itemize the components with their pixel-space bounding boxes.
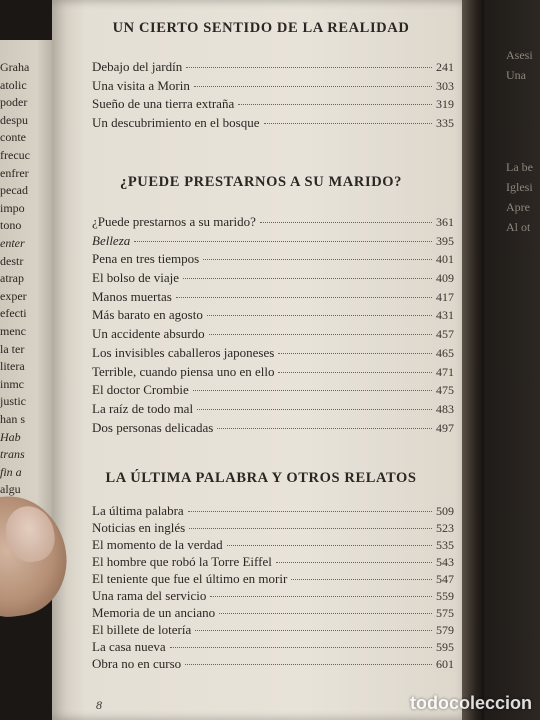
left-page-text-fragment: atolic	[0, 77, 27, 92]
right-page-text-fragment: Asesi	[506, 48, 533, 62]
toc-entry-page: 523	[436, 521, 454, 535]
section-title: ¿PUEDE PRESTARNOS A SU MARIDO?	[120, 174, 402, 190]
dot-leader	[188, 511, 432, 512]
left-page-text-fragment: han s	[0, 412, 25, 426]
dot-leader	[134, 241, 432, 242]
left-page-text-fragment: atrap	[0, 271, 24, 286]
page-number: 8	[96, 698, 102, 712]
toc-entry-title: El momento de la verdad	[92, 537, 223, 552]
toc-entry	[92, 554, 454, 571]
toc-entry-page: 601	[436, 657, 454, 671]
toc-page	[52, 0, 470, 720]
toc-entry-page: 535	[436, 538, 454, 552]
toc-entry-page: 417	[436, 289, 454, 304]
toc-entry-page: 497	[436, 420, 454, 435]
right-page-text-fragment: Una	[506, 68, 526, 82]
left-page-text-fragment: Graha	[0, 60, 30, 74]
left-page-text-fragment: Hab	[0, 429, 21, 444]
dot-leader	[227, 545, 432, 546]
toc-entry	[92, 78, 454, 97]
toc-entry-title: El doctor Crombie	[92, 382, 189, 398]
toc-entry-title: Obra no en curso	[92, 656, 182, 671]
toc-entry	[92, 537, 454, 554]
left-page-text-fragment: algu	[0, 482, 21, 497]
toc-entry	[92, 345, 454, 364]
toc-entry	[92, 382, 454, 401]
dot-leader	[238, 104, 432, 105]
left-page-text-fragment: inmc	[0, 376, 24, 391]
toc-entry-title: Una rama del servicio	[92, 588, 207, 603]
toc-entry-title: Los invisibles caballeros japoneses	[92, 344, 275, 360]
toc-section-1	[92, 59, 454, 133]
dot-leader	[197, 409, 432, 410]
left-page-text-fragment: justic	[0, 394, 26, 409]
dot-leader	[193, 390, 432, 391]
toc-entry-title: El hombre que robó la Torre Eiffel	[92, 554, 272, 569]
toc-entry-title: Manos muertas	[92, 288, 172, 304]
dot-leader	[291, 579, 432, 580]
toc-entry-page: 409	[436, 271, 454, 286]
toc-entry-page: 303	[436, 78, 454, 93]
dot-leader	[203, 259, 432, 260]
dot-leader	[278, 372, 432, 373]
left-page-text-fragment: pecad	[0, 183, 28, 198]
toc-entry-title: ¿Puede prestarnos a su marido?	[92, 214, 256, 229]
right-page-edge	[484, 0, 540, 720]
section-title: LA ÚLTIMA PALABRA Y OTROS RELATOS	[105, 470, 417, 486]
toc-entry-title: La última palabra	[92, 503, 184, 518]
left-page-text-fragment: poder	[0, 95, 28, 110]
dot-leader	[264, 123, 432, 124]
toc-entry	[92, 571, 454, 588]
toc-entry-title: Un accidente absurdo	[92, 326, 205, 342]
toc-section-3	[92, 503, 454, 673]
toc-entry	[92, 420, 454, 439]
left-page-edge	[0, 40, 52, 540]
toc-entry-page: 547	[436, 572, 454, 586]
toc-entry	[92, 622, 454, 639]
right-page-text-fragment: Apre	[506, 200, 530, 214]
toc-section-2	[92, 214, 454, 438]
toc-entry-title: Noticias en inglés	[92, 520, 186, 535]
toc-entry	[92, 605, 454, 622]
dot-leader	[186, 67, 432, 68]
toc-entry-page: 457	[436, 327, 454, 342]
toc-entry	[92, 96, 454, 115]
dot-leader	[183, 278, 432, 279]
toc-entry-title: La raíz de todo mal	[92, 400, 194, 416]
toc-entry-page: 395	[436, 233, 454, 248]
toc-entry-page: 509	[436, 504, 454, 518]
toc-entry-page: 595	[436, 640, 454, 654]
toc-entry-page: 471	[436, 364, 454, 379]
toc-entry	[92, 639, 454, 656]
toc-entry	[92, 233, 454, 252]
toc-entry-title: Memoria de un anciano	[92, 605, 216, 620]
left-page-text-fragment: enter	[0, 236, 25, 250]
toc-entry-page: 559	[436, 589, 454, 603]
toc-entry-title: El teniente que fue el último en morir	[92, 571, 288, 586]
toc-entry	[92, 326, 454, 345]
dot-leader	[207, 315, 432, 316]
left-page-text-fragment: despu	[0, 112, 28, 127]
toc-entry-page: 241	[436, 60, 454, 74]
toc-entry-title: Terrible, cuando piensa uno en ello	[92, 363, 275, 379]
toc-entry-title: Pena en tres tiempos	[92, 251, 200, 267]
right-page-text-fragment: Al ot	[506, 220, 531, 234]
toc-entry-page: 543	[436, 555, 454, 569]
dot-leader	[195, 630, 432, 631]
toc-entry-page: 579	[436, 623, 454, 637]
toc-entry	[92, 289, 454, 308]
toc-entry-title: Belleza	[92, 232, 131, 248]
toc-entry-page: 335	[436, 115, 454, 130]
toc-entry-page: 401	[436, 252, 454, 267]
left-page-text-fragment: exper	[0, 288, 27, 303]
toc-entry-title: Una visita a Morin	[92, 77, 190, 93]
book-gutter	[462, 0, 484, 720]
dot-leader	[219, 613, 432, 614]
toc-entry-title: La casa nueva	[92, 639, 166, 654]
dot-leader	[170, 647, 432, 648]
toc-entry	[92, 401, 454, 420]
toc-entry-title: El billete de lotería	[92, 622, 192, 637]
toc-entry-page: 465	[436, 345, 454, 360]
toc-entry	[92, 59, 454, 78]
left-page-text-fragment: enfrer	[0, 165, 29, 180]
dot-leader	[276, 562, 432, 563]
dot-leader	[209, 334, 432, 335]
left-page-text-fragment: menc	[0, 324, 26, 338]
watermark: todocoleccion	[409, 693, 532, 713]
toc-entry	[92, 364, 454, 383]
dot-leader	[217, 428, 432, 429]
toc-entry-title: Más barato en agosto	[92, 307, 203, 323]
left-page-text-fragment: la ter	[0, 341, 25, 356]
toc-entry	[92, 214, 454, 233]
left-page-text-fragment: impo	[0, 200, 25, 215]
left-page-text-fragment: destr	[0, 253, 24, 268]
section-title: UN CIERTO SENTIDO DE LA REALIDAD	[112, 20, 410, 36]
left-page-text-fragment: tono	[0, 218, 22, 233]
left-page-text-fragment: frecuc	[0, 148, 30, 162]
left-page-text-fragment: conte	[0, 130, 26, 145]
toc-entry	[92, 251, 454, 270]
dot-leader	[185, 664, 432, 665]
toc-entry-page: 319	[436, 97, 454, 112]
right-page-text-fragment: Iglesi	[506, 180, 533, 194]
dot-leader	[194, 86, 432, 87]
toc-entry-page: 475	[436, 383, 454, 398]
toc-entry	[92, 270, 454, 289]
toc-entry-title: Sueño de una tierra extraña	[92, 96, 235, 112]
toc-entry-page: 575	[436, 606, 454, 620]
toc-entry-page: 361	[436, 215, 454, 229]
toc-entry-page: 483	[436, 401, 454, 416]
dot-leader	[176, 297, 432, 298]
toc-entry	[92, 588, 454, 605]
toc-entry-title: Debajo del jardín	[92, 59, 183, 74]
dot-leader	[278, 353, 432, 354]
dot-leader	[260, 222, 432, 223]
toc-entry-title: El bolso de viaje	[92, 270, 180, 286]
left-page-text-fragment: efecti	[0, 306, 27, 321]
toc-entry-page: 431	[436, 308, 454, 323]
left-page-text-fragment: litera	[0, 359, 25, 374]
toc-entry	[92, 115, 454, 134]
toc-entry-title: Un descubrimiento en el bosque	[92, 114, 260, 130]
toc-entry	[92, 503, 454, 520]
toc-entry	[92, 520, 454, 537]
right-page-text-fragment: La be	[506, 160, 533, 174]
toc-entry-title: Dos personas delicadas	[92, 419, 214, 435]
toc-entry	[92, 656, 454, 673]
left-page-text-fragment: fin a	[0, 464, 22, 479]
toc-entry	[92, 307, 454, 326]
left-page-text-fragment: trans	[0, 447, 25, 462]
dot-leader	[210, 596, 432, 597]
dot-leader	[189, 528, 432, 529]
